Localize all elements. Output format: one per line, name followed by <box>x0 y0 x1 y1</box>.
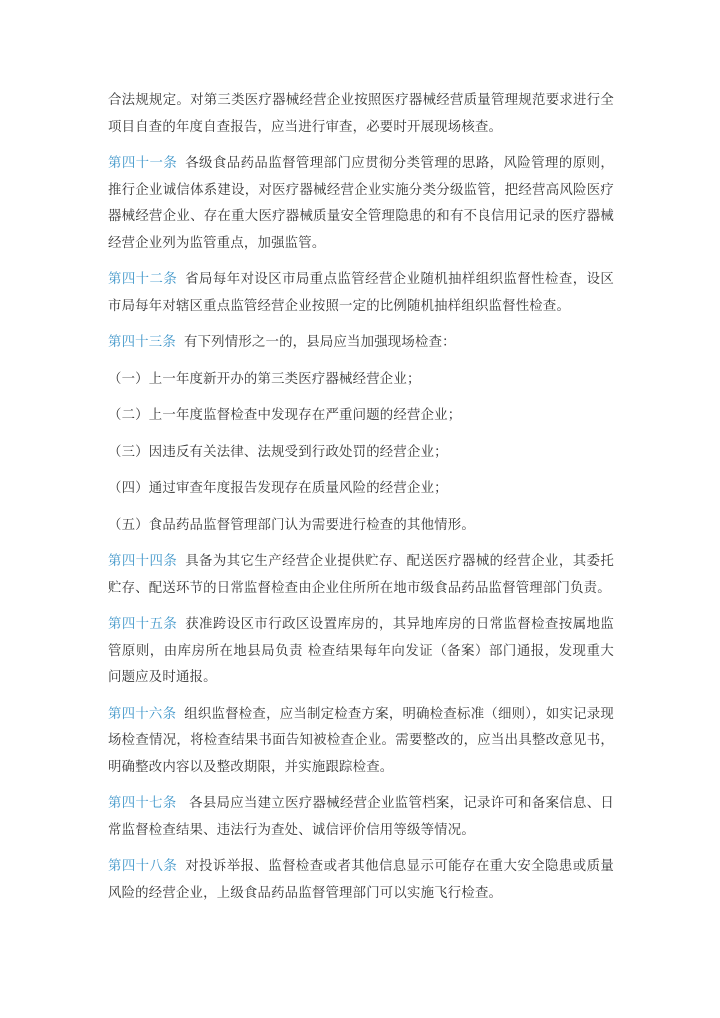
article-number: 第四十二条 <box>108 272 178 287</box>
article-42 <box>108 267 614 320</box>
article-43 <box>108 330 614 357</box>
article-text: 有下列情形之一的，县局应当加强现场检查： <box>183 335 456 350</box>
list-item: （五）食品药品监督管理部门认为需要进行检查的其他情形。 <box>108 517 475 533</box>
article-47 <box>108 791 614 844</box>
article-number: 第四十六条 <box>108 706 177 722</box>
article-text: 对投诉举报、监督检查或者其他信息显示可能存在重大安全隐患或质量风险的经营企业，上级食品药品监督管理部门可以实施飞行检查。 <box>108 859 614 901</box>
article-text: 获准跨设区市行政区设置库房的，其异地库房的日常监督检查按属地监管原则，由库房所在地县局负责 检查结果每年向发证（备案）部门通报，发现重大问题应及时通报。 <box>108 617 614 685</box>
article-text: 省局每年对设区市局重点监管经营企业随机抽样组织监督性检查，设区市局每年对辖区重点监管经营企业按照一定的比例随机抽样组织监督性检查。 <box>108 272 614 314</box>
list-item: （一）上一年度新开办的第三类医疗器械经营企业； <box>108 371 421 387</box>
article-45 <box>108 612 614 692</box>
list-item: （三）因违反有关法律、法规受到行政处罚的经营企业； <box>108 444 448 460</box>
list-item: （四）通过审查年度报告发现存在质量风险的经营企业； <box>108 481 448 496</box>
article-number: 第四十三条 <box>108 335 176 350</box>
list-item: （二）上一年度监督检查中发现存在严重问题的经营企业； <box>108 408 462 423</box>
intro-paragraph: 合法规规定。对第三类医疗器械经营企业按照医疗器械经营质量管理规范要求进行全项目自查的年度自查报告，应当进行审查，必要时开展现场核查。 <box>108 93 614 135</box>
article-48 <box>108 854 614 907</box>
article-number: 第四十五条 <box>108 617 178 632</box>
article-number: 第四十八条 <box>108 859 178 874</box>
article-46 <box>108 702 614 782</box>
article-number: 第四十一条 <box>108 156 178 171</box>
article-41 <box>108 151 614 257</box>
article-number: 第四十四条 <box>108 554 178 569</box>
article-text: 具备为其它生产经营企业提供贮存、配送医疗器械的经营企业，其委托贮存、配送环节的日常监督检查由企业住所所在地市级食品药品监督管理部门负责。 <box>108 554 614 596</box>
document-page <box>108 88 614 917</box>
article-text: 各县局应当建立医疗器械经营企业监管档案，记录许可和备案信息、日常监督检查结果、违法行为查处、诚信评价信用等级等情况。 <box>108 796 615 838</box>
article-44 <box>108 549 614 602</box>
article-text: 各级食品药品监督管理部门应贯彻分类管理的思路，风险管理的原则，推行企业诚信体系建设，对医疗器械经营企业实施分类分级监管，把经营高风险医疗器械经营企业、存在重大医疗器械质量安全管理隐患的和有不良信用记录的医疗器械经营企业列为监管重点，加强监管。 <box>108 156 614 251</box>
article-text: 组织监督检查，应当制定检查方案，明确检查标准（细则），如实记录现场检查情况，将检查结果书面告知被检查企业。需要整改的，应当出具整改意见书，明确整改内容以及整改期限，并实施跟踪检查。 <box>108 706 615 775</box>
article-number: 第四十七条 <box>108 796 177 811</box>
